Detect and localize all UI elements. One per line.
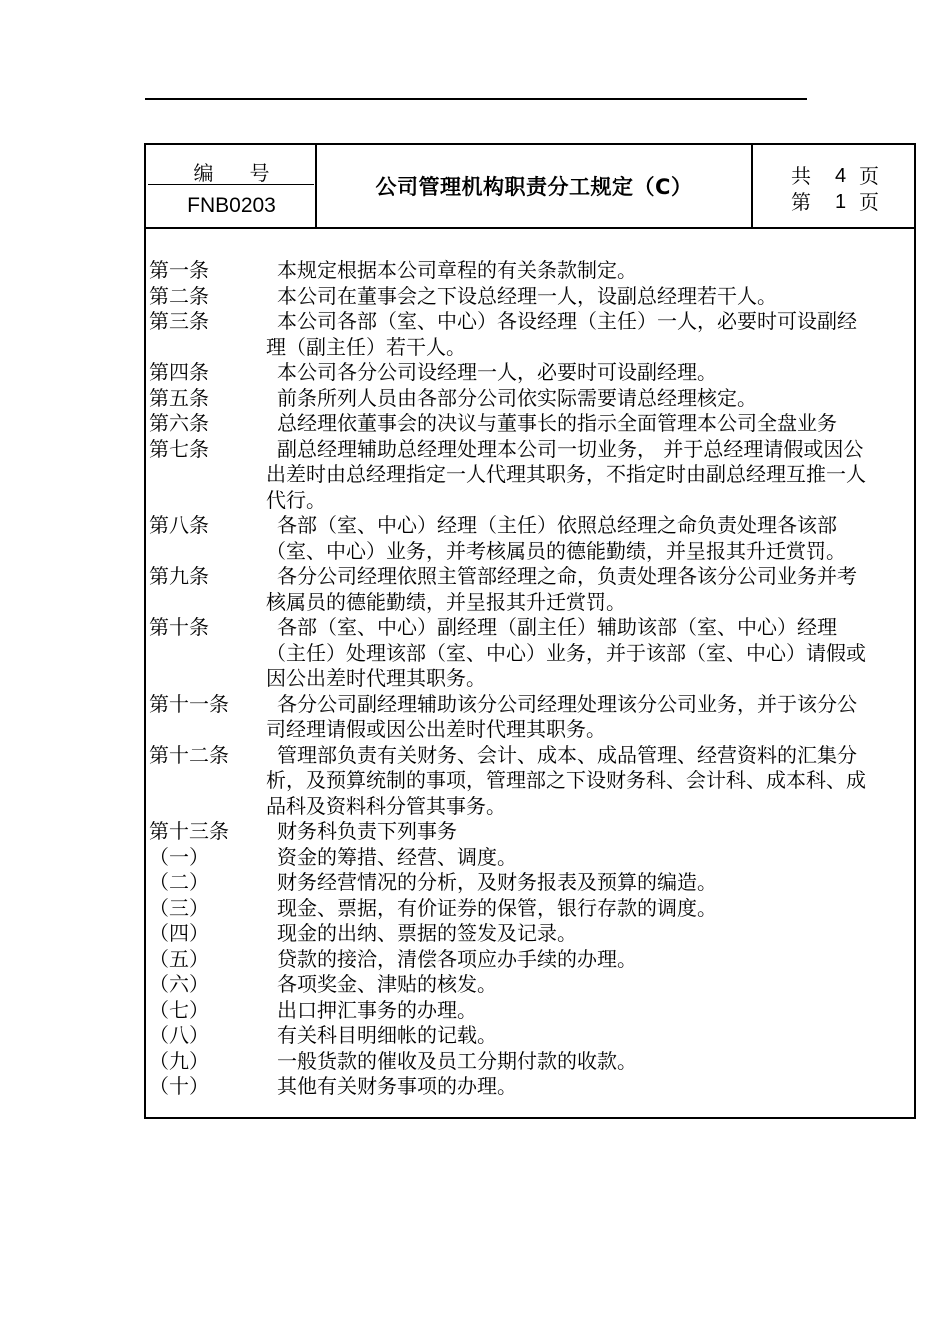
article-text: 总经理依董事会的决议与董事长的指示全面管理本公司全盘业务 (277, 411, 837, 435)
article-label: （八） (149, 1023, 209, 1047)
article-continuation: 因公出差时代理其职务。 (266, 666, 486, 690)
article-text: 各分公司经理依照主管部经理之命，负责处理各该分公司业务并考 (277, 564, 857, 588)
code-label: 编号 (193, 161, 306, 185)
article-row (149, 258, 914, 284)
code-value: FNB0203 (187, 194, 276, 217)
article-row (149, 666, 914, 692)
document-title: 公司管理机构职责分工规定（C） (375, 175, 693, 199)
article-text: 本规定根据本公司章程的有关条款制定。 (277, 258, 637, 282)
article-label: （六） (149, 972, 209, 996)
article-row (149, 360, 914, 386)
article-row (149, 335, 914, 361)
article-text: 各项奖金、津贴的核发。 (277, 972, 497, 996)
article-label: 第二条 (149, 283, 209, 308)
article-row (149, 921, 914, 947)
article-label: 第十二条 (149, 742, 229, 767)
article-label: （五） (149, 946, 209, 971)
current-page-number: 1 (835, 191, 847, 213)
article-text: 各分公司副经理辅助该分公司经理处理该分公司业务，并于该分公 (277, 691, 857, 716)
article-text: 贷款的接洽，清偿各项应办手续的办理。 (277, 946, 637, 971)
article-label: 第十三条 (149, 819, 229, 843)
article-row (149, 743, 914, 769)
total-pages-number: 4 (835, 165, 847, 187)
article-row (149, 870, 914, 896)
article-label: 第九条 (149, 564, 209, 588)
total-label-prefix: 共 (791, 164, 811, 188)
article-text: 其他有关财务事项的办理。 (277, 1074, 517, 1098)
title-cell (317, 145, 753, 227)
article-text: 本公司各部（室、中心）各设经理（主任）一人，必要时可设副经 (277, 309, 857, 333)
document-body (149, 258, 914, 1100)
article-continuation: 品科及资料科分管其事务。 (266, 793, 506, 818)
article-row (149, 539, 914, 565)
article-text: 各部（室、中心）经理（主任）依照总经理之命负责处理各该部 (277, 513, 837, 537)
article-label: （一） (149, 844, 209, 869)
article-label: 第五条 (149, 385, 209, 410)
article-row (149, 590, 914, 616)
article-label: 第一条 (149, 258, 209, 282)
article-label: 第十一条 (149, 691, 229, 716)
article-text: 财务经营情况的分析，及财务报表及预算的编造。 (277, 870, 717, 894)
article-label: 第七条 (149, 436, 209, 461)
article-continuation: 代行。 (266, 487, 326, 512)
top-rule (145, 98, 807, 100)
article-row (149, 284, 914, 310)
current-label-prefix: 第 (791, 190, 811, 214)
article-row (149, 819, 914, 845)
current-label-suffix: 页 (859, 190, 879, 214)
article-label: 第八条 (149, 513, 209, 537)
document-header (146, 145, 914, 229)
article-row (149, 845, 914, 871)
article-row (149, 615, 914, 641)
article-row (149, 386, 914, 412)
article-row (149, 1023, 914, 1049)
article-text: 现金、票据，有价证券的保管，银行存款的调度。 (277, 895, 717, 920)
article-text: 一般货款的催收及员工分期付款的收款。 (277, 1048, 637, 1073)
article-label: （二） (149, 870, 209, 894)
article-continuation: 析，及预算统制的事项，管理部之下设财务科、会计科、成本科、成 (266, 768, 866, 792)
article-row (149, 513, 914, 539)
article-row (149, 717, 914, 743)
article-continuation: （室、中心）业务，并考核属员的德能勤绩，并呈报其升迁赏罚。 (266, 538, 846, 563)
article-row (149, 488, 914, 514)
article-row (149, 896, 914, 922)
article-row (149, 692, 914, 718)
article-text: 财务科负责下列事务 (277, 819, 457, 843)
article-row (149, 411, 914, 437)
article-row (149, 641, 914, 667)
article-text: 现金的出纳、票据的签发及记录。 (277, 921, 577, 945)
current-page-row (753, 189, 914, 215)
article-row (149, 794, 914, 820)
article-row (149, 998, 914, 1024)
article-row (149, 462, 914, 488)
article-continuation: 核属员的德能勤绩，并呈报其升迁赏罚。 (266, 589, 626, 614)
article-continuation: 理（副主任）若干人。 (266, 334, 466, 359)
article-label: （四） (149, 921, 209, 945)
article-row (149, 564, 914, 590)
article-label: （七） (149, 997, 209, 1022)
article-text: 各部（室、中心）副经理（副主任）辅助该部（室、中心）经理 (277, 615, 837, 639)
article-row (149, 437, 914, 463)
article-row (149, 309, 914, 335)
article-continuation: （主任）处理该部（室、中心）业务，并于该部（室、中心）请假或 (266, 640, 866, 665)
code-cell (146, 145, 317, 227)
article-text: 本公司在董事会之下设总经理一人，设副总经理若干人。 (277, 283, 777, 308)
article-label: 第十条 (149, 615, 209, 639)
article-row (149, 1074, 914, 1100)
article-continuation: 出差时由总经理指定一人代理其职务，不指定时由副总经理互推一人 (266, 462, 866, 486)
article-text: 资金的筹措、经营、调度。 (277, 844, 517, 869)
article-text: 副总经理辅助总经理处理本公司一切业务， 并于总经理请假或因公 (277, 436, 864, 461)
article-row (149, 947, 914, 973)
page-count-cell (753, 145, 914, 227)
code-divider (148, 184, 314, 185)
document-frame (144, 143, 916, 1119)
article-continuation: 司经理请假或因公出差时代理其职务。 (266, 717, 606, 741)
article-label: 第四条 (149, 360, 209, 384)
article-row (149, 768, 914, 794)
article-label: 第三条 (149, 309, 209, 333)
article-text: 出口押汇事务的办理。 (277, 997, 477, 1022)
article-text: 本公司各分公司设经理一人，必要时可设副经理。 (277, 360, 717, 384)
article-row (149, 972, 914, 998)
article-label: （九） (149, 1048, 209, 1073)
total-pages-row (753, 163, 914, 189)
article-row (149, 1049, 914, 1075)
article-label: （三） (149, 895, 209, 920)
article-label: （十） (149, 1074, 209, 1098)
article-text: 管理部负责有关财务、会计、成本、成品管理、经营资料的汇集分 (277, 742, 857, 767)
article-text: 前条所列人员由各部分公司依实际需要请总经理核定。 (277, 385, 757, 410)
total-label-suffix: 页 (859, 164, 879, 188)
article-label: 第六条 (149, 411, 209, 435)
article-text: 有关科目明细帐的记载。 (277, 1023, 497, 1047)
